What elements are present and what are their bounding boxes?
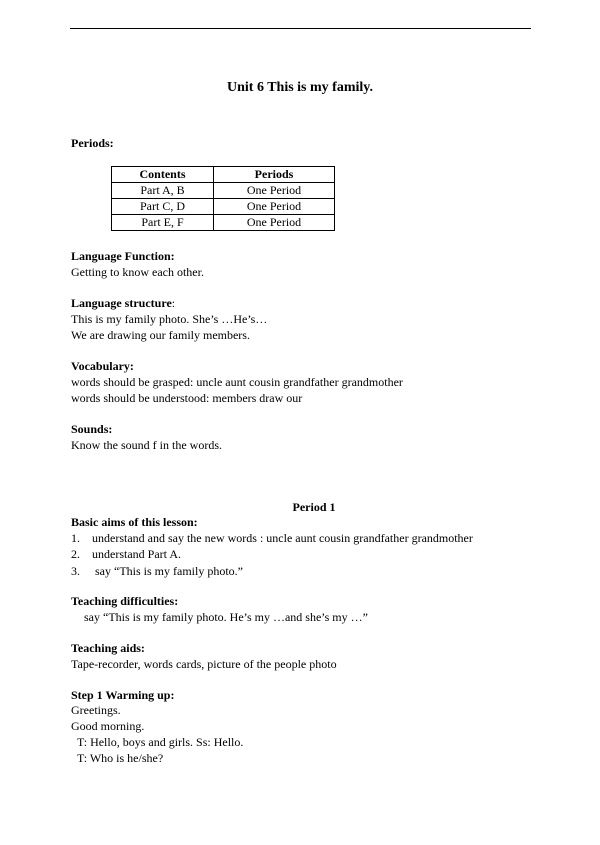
aim-number: 1. — [71, 531, 80, 545]
table-cell: One Period — [214, 215, 335, 231]
language-structure-heading-line — [71, 296, 175, 311]
periods-label: Periods: — [71, 136, 114, 150]
difficulties-heading: Teaching difficulties: — [71, 594, 179, 608]
period-heading: Period 1 — [292, 500, 336, 514]
language-function-text: Getting to know each other. — [71, 265, 204, 279]
aim-text: understand Part A. — [92, 547, 181, 561]
table-header-contents: Contents — [112, 167, 214, 183]
language-function-heading: Language Function: — [71, 249, 175, 263]
vocabulary-line-1: words should be grasped: uncle aunt cousin grandfather grandmother — [71, 375, 403, 389]
sounds-text: Know the sound f in the words. — [71, 438, 222, 452]
table-row — [112, 215, 335, 231]
table-header-periods: Periods — [214, 167, 335, 183]
periods-table — [111, 166, 335, 231]
header-rule — [70, 28, 531, 29]
step1-heading: Step 1 Warming up: — [71, 688, 175, 702]
aim-text: understand and say the new words : uncle aunt cousin grandfather grandmother — [92, 531, 473, 545]
vocabulary-heading: Vocabulary: — [71, 359, 134, 373]
table-cell: One Period — [214, 183, 335, 199]
language-structure-colon: : — [171, 296, 176, 310]
vocabulary-line-2: words should be understood: members draw our — [71, 391, 303, 405]
table-cell: Part E, F — [112, 215, 214, 231]
language-structure-line-1: This is my family photo. She’s …He’s… — [71, 312, 268, 326]
difficulties-text: say “This is my family photo. He’s my …and she’s my …” — [84, 610, 368, 624]
unit-title: Unit 6 This is my family. — [227, 80, 373, 95]
table-row — [112, 199, 335, 215]
table-cell: Part C, D — [112, 199, 214, 215]
table-cell: Part A, B — [112, 183, 214, 199]
step1-line: T: Who is he/she? — [77, 751, 164, 765]
language-structure-line-2: We are drawing our family members. — [71, 328, 250, 342]
step1-line: Good morning. — [71, 719, 145, 733]
aids-heading: Teaching aids: — [71, 641, 145, 655]
table-header-row — [112, 167, 335, 183]
aims-heading: Basic aims of this lesson: — [71, 515, 198, 529]
aim-number: 3. — [71, 564, 80, 578]
table-row — [112, 183, 335, 199]
step1-line: T: Hello, boys and girls. Ss: Hello. — [77, 735, 244, 749]
aids-text: Tape-recorder, words cards, picture of the people photo — [71, 657, 337, 671]
language-structure-heading: Language structure — [71, 296, 172, 310]
table-cell: One Period — [214, 199, 335, 215]
aim-text: say “This is my family photo.” — [95, 564, 243, 578]
sounds-heading: Sounds: — [71, 422, 113, 436]
step1-line: Greetings. — [71, 703, 121, 717]
aim-number: 2. — [71, 547, 80, 561]
